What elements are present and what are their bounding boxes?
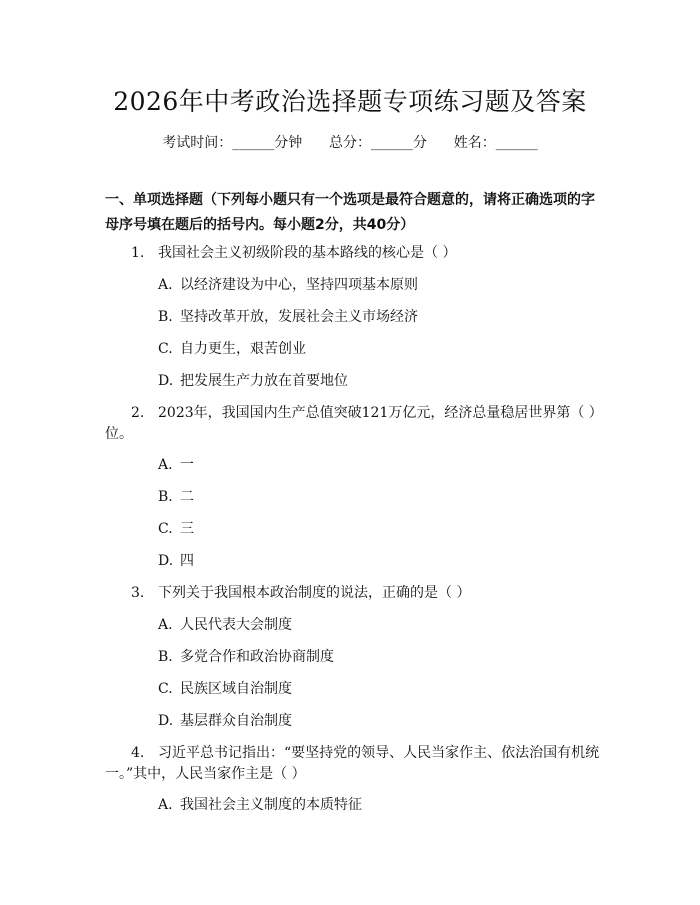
question-text: 下列关于我国根本政治制度的说法，正确的是（ ）	[158, 585, 471, 601]
score-label: 总分：	[329, 135, 371, 151]
question-3-option-d	[158, 711, 292, 731]
document-title: 2026年中考政治选择题专项练习题及答案	[113, 87, 587, 116]
option-text: 我国社会主义制度的本质特征	[180, 797, 362, 813]
time-blank: ______	[232, 135, 275, 151]
question-4-stem	[131, 743, 599, 763]
option-text: 多党合作和政治协商制度	[180, 649, 334, 665]
question-text: 习近平总书记指出：“要坚持党的领导、人民当家作主、依法治国有机统	[158, 745, 600, 761]
time-unit: 分钟	[274, 135, 303, 151]
option-letter: A.	[158, 617, 173, 633]
option-letter: A.	[158, 797, 173, 813]
option-letter: A.	[158, 457, 173, 473]
question-number: 3.	[131, 585, 145, 601]
question-4-option-a	[158, 795, 362, 815]
option-letter: D.	[158, 553, 174, 569]
option-text: 民族区域自治制度	[180, 681, 292, 697]
option-text: 自力更生，艰苦创业	[180, 341, 306, 357]
question-text: 我国社会主义初级阶段的基本路线的核心是（ ）	[158, 245, 457, 261]
option-letter: C.	[158, 681, 173, 697]
question-2-option-c	[158, 519, 194, 539]
time-label: 考试时间：	[162, 135, 233, 151]
question-3-option-a	[158, 615, 292, 635]
option-text: 二	[180, 489, 194, 505]
question-number: 4.	[131, 745, 145, 761]
option-letter: C.	[158, 341, 173, 357]
option-letter: C.	[158, 521, 173, 537]
question-2-option-a	[158, 455, 194, 475]
option-letter: D.	[158, 373, 174, 389]
option-letter: B.	[158, 649, 173, 665]
exam-info-line	[0, 132, 700, 152]
option-text: 以经济建设为中心，坚持四项基本原则	[180, 277, 418, 293]
question-1-stem	[131, 243, 456, 263]
score-blank: ______	[371, 135, 413, 151]
question-1-option-c	[158, 339, 306, 359]
question-number: 2.	[131, 405, 145, 421]
option-text: 三	[180, 521, 194, 537]
question-2-stem-continued: 位。	[105, 426, 133, 442]
question-2-option-b	[158, 487, 194, 507]
question-3-stem	[131, 583, 470, 603]
option-text: 基层群众自治制度	[180, 713, 292, 729]
section-heading: 一、单项选择题（下列每小题只有一个选项是最符合题意的，请将正确选项的字母序号填在题后的括号内。每小题2分，共40分）	[105, 192, 595, 233]
option-letter: B.	[158, 309, 173, 325]
option-letter: D.	[158, 713, 174, 729]
question-1-option-d	[158, 371, 348, 391]
option-text: 人民代表大会制度	[180, 617, 292, 633]
name-blank: ______	[495, 135, 538, 151]
option-text: 四	[180, 553, 194, 569]
question-text: 2023年，我国国内生产总值突破121万亿元，经济总量稳居世界第（ ）	[158, 405, 603, 421]
question-1-option-b	[158, 307, 418, 327]
score-unit: 分	[413, 135, 427, 151]
option-text: 把发展生产力放在首要地位	[180, 373, 348, 389]
option-letter: A.	[158, 277, 173, 293]
option-text: 一	[180, 457, 194, 473]
question-2-stem	[131, 403, 603, 423]
question-2-option-d	[158, 551, 194, 571]
question-number: 1.	[131, 245, 145, 261]
question-3-option-b	[158, 647, 334, 667]
option-text: 坚持改革开放，发展社会主义市场经济	[180, 309, 418, 325]
question-3-option-c	[158, 679, 292, 699]
name-label: 姓名：	[453, 135, 496, 151]
question-4-stem-continued: 一。”其中，人民当家作主是（ ）	[105, 766, 306, 782]
question-1-option-a	[158, 275, 418, 295]
option-letter: B.	[158, 489, 173, 505]
